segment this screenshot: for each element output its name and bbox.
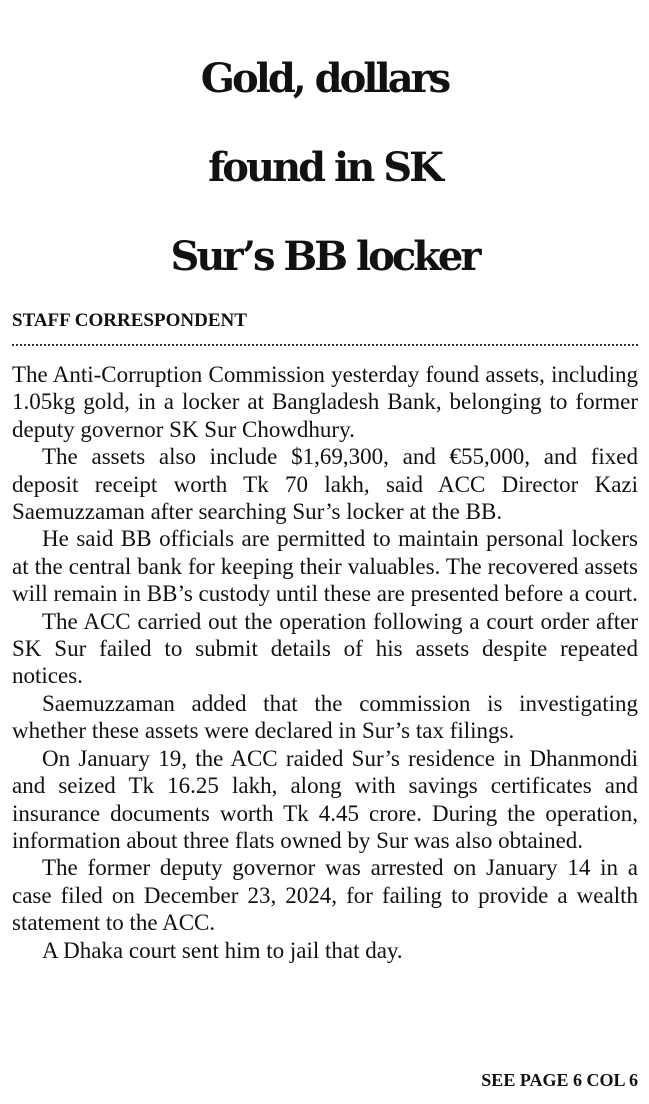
paragraph-8: A Dhaka court sent him to jail that day. xyxy=(42,937,403,963)
paragraph-6: On January 19, the ACC raided Sur’s residence in Dhanmondi and seized Tk 16.25 lakh, along with savings certificates and insurance documents worth Tk 4.45 crore. During the operation, information about three flats owned by Sur was also obtained. xyxy=(12,745,638,853)
paragraph-2: The assets also include $1,69,300, and €55,000, and fixed deposit receipt worth Tk 70 lakh, said ACC Director Kazi Saemuzzaman after searching Sur’s locker at the BB. xyxy=(12,444,638,525)
headline-line-3: Sur’s BB locker xyxy=(170,233,479,280)
dotted-divider xyxy=(12,344,638,346)
headline xyxy=(0,34,649,301)
byline: STAFF CORRESPONDENT xyxy=(12,310,247,331)
article-body xyxy=(12,361,638,964)
paragraph-1: The Anti-Corruption Commission yesterday found assets, including 1.05kg gold, in a locker at Bangladesh Bank, belonging to former deputy governor SK Sur Chowdhury. xyxy=(12,362,638,442)
headline-line-1: Gold, dollars xyxy=(200,55,449,102)
headline-line-2: found in SK xyxy=(208,144,441,191)
paragraph-7: The former deputy governor was arrested on January 14 in a case filed on December 23, 2024, for failing to provide a wealth statement to the ACC. xyxy=(12,855,638,936)
paragraph-5: Saemuzzaman added that the commission is investigating whether these assets were declared in Sur’s tax filings. xyxy=(12,690,638,744)
continuation-jump-line[interactable]: SEE PAGE 6 COL 6 xyxy=(481,1070,638,1090)
paragraph-3: He said BB officials are permitted to maintain personal lockers at the central bank for keeping their valuables. The recovered assets will remain in BB’s custody until these are presented before a court. xyxy=(12,526,638,607)
paragraph-4: The ACC carried out the operation following a court order after SK Sur failed to submit details of his assets despite repeated notices. xyxy=(12,608,638,689)
